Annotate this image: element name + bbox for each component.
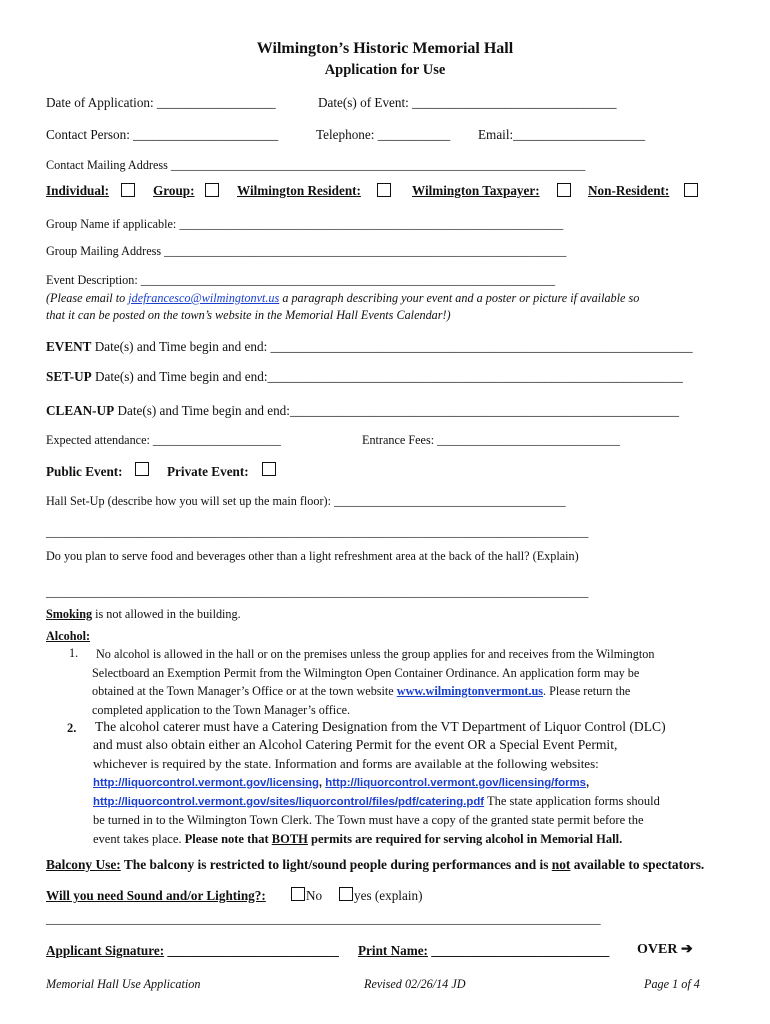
balcony-not: not	[551, 857, 571, 872]
dlc-catering-pdf-link[interactable]: http://liquorcontrol.vermont.gov/sites/liquorcontrol/files/pdf/catering.pdf	[93, 796, 485, 809]
print-name-field[interactable]: ___________________________	[427, 943, 610, 958]
resident-checkbox[interactable]	[377, 183, 391, 197]
alcohol-item2-line1: The alcohol caterer must have a Catering Designation from the VT Department of Liquor Control (DLC)	[95, 719, 666, 734]
date-of-application-field[interactable]: Date of Application: __________________	[46, 95, 276, 110]
sound-lighting-question: Will you need Sound and/or Lighting?:	[46, 888, 266, 903]
telephone-field[interactable]: Telephone: ___________	[316, 127, 451, 142]
alcohol-item2-line2: and must also obtain either an Alcohol Catering Permit for the event OR a Special Event Permit,	[93, 737, 618, 753]
public-event-checkbox[interactable]	[135, 462, 149, 476]
form-title: Wilmington’s Historic Memorial Hall	[256, 40, 514, 57]
group-label: Group:	[153, 183, 195, 198]
balcony-use-label: Balcony Use:	[46, 857, 121, 872]
balcony-text-b: available to spectators.	[570, 857, 705, 872]
resident-label: Wilmington Resident:	[237, 183, 361, 198]
permits-note-b: permits are required for serving alcohol in Memorial Hall.	[307, 831, 623, 846]
entrance-fees-field[interactable]: Entrance Fees: ______________________________	[362, 433, 620, 447]
alcohol-item2-line6: be turned in to the Wilmington Town Clerk. The Town must have a copy of the granted state permit before the	[93, 813, 644, 828]
food-answer-line[interactable]: _________________________________________________________________________________________	[46, 585, 589, 599]
footer-doc-name: Memorial Hall Use Application	[46, 977, 201, 991]
dlc-forms-link[interactable]: http://liquorcontrol.vermont.gov/licensing/forms	[325, 776, 586, 789]
permits-note-both: BOTH	[271, 831, 308, 846]
alcohol-item2-number: 2.	[67, 721, 77, 735]
alcohol-heading: Alcohol:	[46, 629, 91, 643]
taxpayer-checkbox[interactable]	[557, 183, 571, 197]
sound-no-checkbox[interactable]	[291, 887, 305, 901]
alcohol-item1-number: 1.	[69, 646, 79, 660]
jdefrancesco-email-link[interactable]: jdefrancesco@wilmingtonvt.us	[128, 291, 280, 305]
dlc-licensing-link[interactable]: http://liquorcontrol.vermont.gov/licensing	[93, 776, 319, 789]
footer-revision: Revised 02/26/14 JD	[364, 977, 466, 991]
email-field[interactable]: Email:____________________	[478, 127, 646, 142]
contact-mailing-address-field[interactable]: Contact Mailing Address ____________________________________________________________________	[46, 158, 586, 172]
event-dates-bold: EVENT	[46, 339, 92, 354]
hall-setup-line[interactable]: _________________________________________________________________________________________	[46, 525, 589, 539]
individual-label: Individual:	[46, 183, 110, 198]
private-event-checkbox[interactable]	[262, 462, 276, 476]
alcohol-item1-line1: No alcohol is allowed in the hall or on the premises unless the group applies for and receives from the Wilmington	[96, 647, 655, 661]
group-name-field[interactable]: Group Name if applicable: _______________________________________________________________	[46, 217, 564, 231]
hall-setup-field[interactable]: Hall Set-Up (describe how you will set up the main floor): ______________________________________	[46, 494, 566, 508]
alcohol-item1-line3-end: . Please return the	[543, 684, 631, 698]
arrow-right-icon: ➔	[680, 942, 693, 957]
footer-page-number: Page 1 of 4	[644, 977, 700, 991]
date-of-event-field[interactable]: Date(s) of Event: _______________________________	[318, 95, 617, 110]
sound-no-label: No	[306, 888, 323, 903]
group-mailing-address-field[interactable]: Group Mailing Address __________________________________________________________________	[46, 244, 567, 258]
alcohol-item2-line5: The state application forms should	[484, 794, 660, 809]
public-event-label: Public Event:	[46, 464, 123, 479]
alcohol-item1-line4: completed application to the Town Manager’s office.	[92, 702, 351, 717]
sound-yes-checkbox[interactable]	[339, 887, 353, 901]
food-question: Do you plan to serve food and beverages other than a light refreshment area at the back of the hall? (Explain)	[46, 549, 579, 563]
wilmington-website-link[interactable]: www.wilmingtonvermont.us	[396, 684, 544, 698]
permits-note-a: Please note that	[184, 831, 272, 846]
smoking-text: is not allowed in the building.	[92, 607, 241, 621]
applicant-signature-field[interactable]: __________________________	[164, 943, 339, 958]
smoking-label: Smoking	[46, 607, 93, 621]
nonresident-checkbox[interactable]	[684, 183, 698, 197]
applicant-signature-label: Applicant Signature:	[46, 943, 165, 958]
form-subtitle: Application for Use	[324, 62, 446, 78]
alcohol-item1-line3: obtained at the Town Manager’s Office or at the town website	[92, 684, 397, 698]
sound-explain-line[interactable]: ___________________________________________________________________________________________	[46, 912, 601, 926]
nonresident-label: Non-Resident:	[588, 183, 670, 198]
alcohol-item2-line3: whichever is required by the state. Information and forms are available at the following websites:	[93, 755, 599, 771]
taxpayer-label: Wilmington Taxpayer:	[412, 183, 540, 198]
alcohol-item2-line7: event takes place.	[93, 831, 185, 846]
cleanup-dates-field[interactable]: Date(s) and Time begin and end:___________________________________________________________	[114, 403, 679, 418]
sound-yes-label: yes (explain)	[354, 888, 423, 903]
alcohol-item1-line2: Selectboard an Exemption Permit from the Wilmington Open Container Ordinance. An application form may be	[92, 665, 640, 680]
contact-person-field[interactable]: Contact Person: ______________________	[46, 127, 279, 142]
private-event-label: Private Event:	[167, 464, 249, 479]
event-description-note-line2: that it can be posted on the town’s website in the Memorial Hall Events Calendar!)	[46, 308, 451, 322]
event-description-field[interactable]: Event Description: ____________________________________________________________________	[46, 273, 556, 287]
balcony-text-a: The balcony is restricted to light/sound people during performances and is	[120, 857, 552, 872]
print-name-label: Print Name:	[358, 943, 428, 958]
event-dates-field[interactable]: Date(s) and Time begin and end: ________________________________________________________________	[91, 339, 693, 354]
expected-attendance-field[interactable]: Expected attendance: _____________________	[46, 433, 281, 447]
setup-dates-field[interactable]: Date(s) and Time begin and end:_______________________________________________________________	[91, 369, 683, 384]
setup-dates-bold: SET-UP	[46, 369, 92, 384]
group-checkbox[interactable]	[205, 183, 219, 197]
event-description-note-rest: a paragraph describing your event and a poster or picture if available so	[279, 291, 640, 305]
event-description-note: (Please email to	[46, 291, 129, 305]
over-label: OVER	[637, 942, 678, 957]
cleanup-dates-bold: CLEAN-UP	[46, 403, 115, 418]
individual-checkbox[interactable]	[121, 183, 135, 197]
